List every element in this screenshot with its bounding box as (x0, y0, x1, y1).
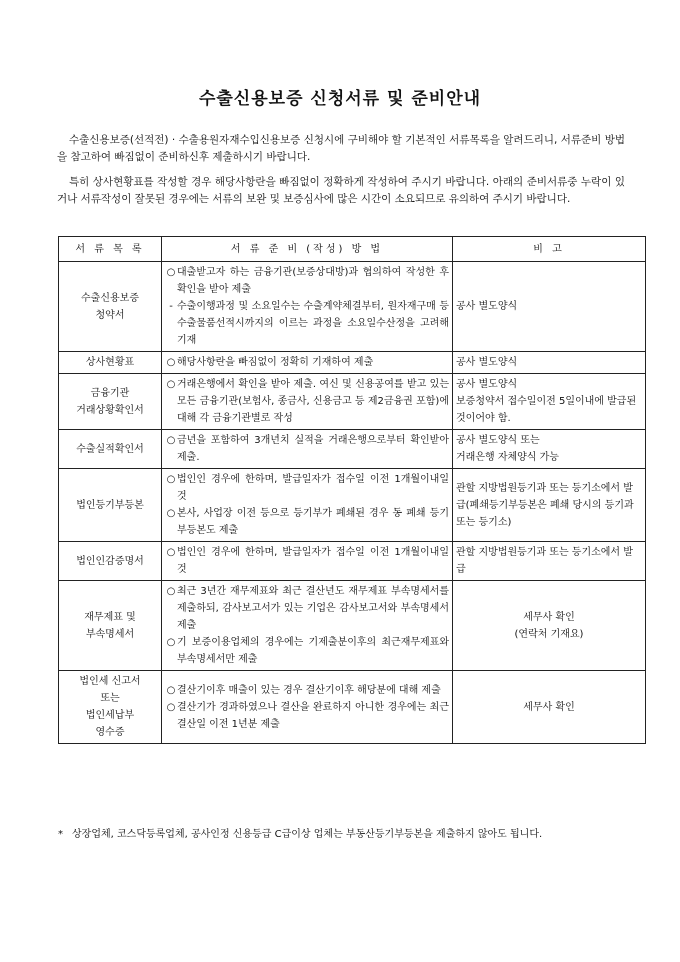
document-name-line: 법인인감증명서 (76, 555, 144, 567)
method-item (165, 583, 449, 634)
bullet-mark: ○ (166, 508, 176, 519)
intro-text: 특히 상사현황표를 작성할 경우 해당사항란을 빠짐없이 정확하게 작성하여 주시기 바랍니다. 아래의 준비서류중 누락이 있거나 서류작성이 잘못된 경우에는 서류의 보완 및 보증심사에 많은 시간이 소요되므로 유의하여 주시기 바랍니다. (57, 176, 625, 205)
remark-cell (453, 430, 646, 469)
remark-line: 관할 지방법원등기과 또는 등기소에서 발급 (456, 547, 633, 575)
method-cell (162, 469, 453, 542)
remark-cell (453, 671, 646, 744)
document-name-line: 부속명세서 (85, 628, 135, 640)
method-item (165, 544, 449, 578)
intro-paragraph-1 (57, 132, 625, 166)
method-item (165, 471, 449, 505)
method-cell (162, 430, 453, 469)
remark-cell (453, 542, 646, 581)
document-name-cell (59, 469, 162, 542)
remark-cell (453, 352, 646, 374)
bullet-mark: ○ (166, 586, 176, 597)
method-text: 본사, 사업장 이전 등으로 등기부가 폐쇄된 경우 동 폐쇄 등기부등본도 제출 (177, 508, 449, 536)
method-item (165, 354, 449, 371)
document-name-cell (59, 542, 162, 581)
method-text: 금년을 포함하여 3개년치 실적을 거래은행으로부터 확인받아 제출. (177, 435, 449, 463)
document-name-cell (59, 352, 162, 374)
document-name-line: 수출실적확인서 (76, 443, 144, 455)
document-name-cell (59, 262, 162, 352)
method-cell (162, 352, 453, 374)
bullet-mark: ○ (166, 379, 176, 390)
document-name-line: 재무제표 및 (84, 611, 136, 623)
remark-cell (453, 469, 646, 542)
method-item (165, 376, 449, 427)
remark-line: 거래은행 자체양식 가능 (456, 452, 559, 463)
method-text: 수출이행과정 및 소요일수는 수출계약체결부터, 원자재구매 등 수출물품선적시까지의 이르는 과정을 소요일수산정을 고려해 기재 (177, 301, 449, 346)
document-name-line: 법인등기부등본 (76, 499, 144, 511)
bullet-mark: ○ (166, 357, 176, 368)
remark-line: 공사 별도양식 (456, 301, 518, 312)
footnote-text: 상장업체, 코스닥등록업체, 공사인정 신용등급 C급이상 업체는 부동산등기부등본을 제출하지 않아도 됩니다. (72, 829, 543, 840)
bullet-mark: ○ (166, 701, 176, 713)
method-text: 결산기가 경과하였으나 결산을 완료하지 아니한 경우에는 최근 결산일 이전 1년분 제출 (177, 701, 449, 730)
method-text: 결산기이후 매출이 있는 경우 결산기이후 해당분에 대해 제출 (177, 684, 441, 696)
remark-cell (453, 581, 646, 671)
method-item (165, 264, 449, 298)
remark-line: 세무사 확인 (523, 701, 575, 713)
remark-line: 공사 별도양식 (456, 357, 518, 368)
method-cell (162, 374, 453, 430)
bullet-mark: ○ (166, 267, 176, 278)
document-name-line: 금융기관 (90, 387, 130, 399)
documents-table (58, 236, 646, 744)
table-row (59, 542, 646, 581)
bullet-mark: ○ (166, 637, 176, 648)
document-name-line: 거래상황확인서 (76, 404, 144, 416)
bullet-mark: ○ (166, 435, 176, 446)
bullet-mark: ○ (166, 547, 176, 558)
method-text: 거래은행에서 확인을 받아 제출. 여신 및 신용공여를 받고 있는 모든 금융기관(보험사, 종금사, 신용금고 등 제2금융권 포함)에 대해 각 금융기관별로 작성 (177, 379, 449, 424)
document-name-cell (59, 671, 162, 744)
header-method: 서 류 준 비 (작성) 방 법 (162, 237, 453, 262)
document-name-line: 수출신용보증 (81, 292, 139, 304)
method-item (165, 682, 449, 699)
remark-line: 공사 별도양식 또는 (456, 435, 540, 446)
method-cell (162, 542, 453, 581)
method-cell (162, 262, 453, 352)
method-item (165, 634, 449, 668)
footnote-mark: * (58, 829, 63, 840)
table-row (59, 671, 646, 744)
remark-line: 관할 지방법원등기과 또는 등기소에서 발급(폐쇄등기부등본은 폐쇄 당시의 등기과 또는 등기소) (456, 482, 634, 528)
remark-line: 보증청약서 접수일이전 5일이내에 발급된 것이어야 함. (456, 396, 637, 424)
table-row (59, 374, 646, 430)
remark-line: 세무사 확인 (523, 611, 575, 623)
method-cell (162, 671, 453, 744)
footnote (58, 826, 624, 843)
table-row (59, 262, 646, 352)
document-name-line: 영수증 (95, 727, 125, 738)
method-text: 해당사항란을 빠짐없이 정확히 기재하여 제출 (177, 357, 374, 368)
method-item (165, 699, 449, 733)
document-name-line: 법인세 신고서 (79, 676, 141, 687)
document-name-cell (59, 374, 162, 430)
header-remarks: 비 고 (453, 237, 646, 262)
table-header-row (59, 237, 646, 262)
table-body (59, 262, 646, 744)
remark-cell (453, 262, 646, 352)
bullet-mark: ○ (166, 684, 176, 696)
method-item (165, 505, 449, 539)
method-item (165, 298, 449, 349)
intro-paragraph-2 (57, 174, 625, 208)
intro-text: 수출신용보증(선적전) · 수출용원자재수입신용보증 신청시에 구비해야 할 기본적인 서류목록을 알려드리니, 서류준비 방법을 참고하여 빠짐없이 준비하신후 제출하시기 바랍니다. (57, 134, 625, 163)
method-text: 대출받고자 하는 금융기관(보증상대방)과 협의하여 작성한 후 확인을 받아 제출 (177, 267, 449, 295)
method-text: 최근 3년간 재무제표와 최근 결산년도 재무제표 부속명세서를 제출하되, 감사보고서가 있는 기업은 감사보고서와 부속명세서 제출 (177, 586, 449, 631)
document-name-line: 상사현황표 (85, 357, 135, 368)
document-name-cell (59, 581, 162, 671)
table-row (59, 352, 646, 374)
document-name-line: 또는 (100, 693, 120, 704)
bullet-mark: ○ (166, 474, 176, 485)
remark-line: 공사 별도양식 (456, 379, 518, 390)
table-row (59, 469, 646, 542)
table-row (59, 581, 646, 671)
method-cell (162, 581, 453, 671)
method-text: 법인인 경우에 한하며, 발급일자가 접수일 이전 1개월이내일 것 (177, 474, 449, 502)
table-row (59, 430, 646, 469)
document-name-cell (59, 430, 162, 469)
method-text: 법인인 경우에 한하며, 발급일자가 접수일 이전 1개월이내일 것 (177, 547, 449, 575)
remark-line: (연락처 기재요) (514, 628, 584, 640)
method-item (165, 432, 449, 466)
page-title: 수출신용보증 신청서류 및 준비안내 (198, 89, 482, 109)
bullet-mark: - (169, 301, 173, 312)
document-name-line: 법인세납부 (85, 710, 135, 721)
header-documents: 서 류 목 록 (59, 237, 162, 262)
remark-cell (453, 374, 646, 430)
method-text: 기 보증이용업체의 경우에는 기제출분이후의 최근재무제표와 부속명세서만 제출 (177, 637, 449, 665)
document-name-line: 청약서 (95, 309, 125, 321)
